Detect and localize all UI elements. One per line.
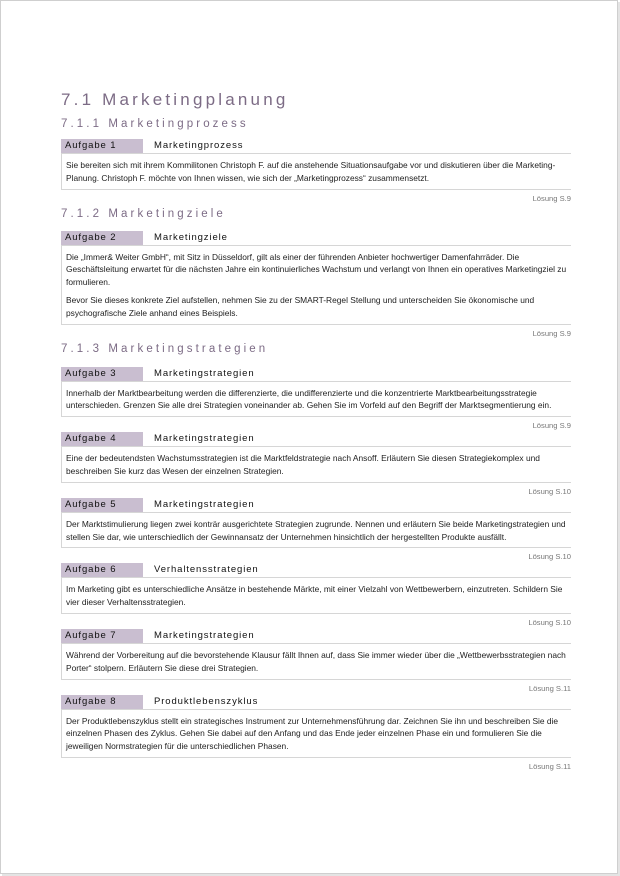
section-heading-marketingstrategien: 7.1.3 Marketingstrategien <box>61 342 269 355</box>
task-header <box>61 695 571 710</box>
chapter-title: 7.1 Marketingplanung <box>61 90 289 109</box>
solution-reference: Lösung S.9 <box>532 421 571 431</box>
task-number: Aufgabe 8 <box>61 695 143 709</box>
task-header <box>61 432 571 447</box>
task-number: Aufgabe 7 <box>61 629 143 643</box>
task-block <box>61 563 571 629</box>
task-title: Verhaltensstrategien <box>154 564 259 576</box>
task-paragraph: Innerhalb der Marktbearbeitung werden die differenzierte, die undifferenzierte und die konzentrierte Marktbearbeitungsstrategie unterschieden. Grenzen Sie alle drei Strategien voneinander ab. Gehen Sie im Vorfeld auf den Begriff der Marktsegmentierung ein. <box>66 387 552 411</box>
task-paragraph: Im Marketing gibt es unterschiedliche Ansätze in bestehende Märkte, mit einer Vielzahl von Wettbewerbern, einzutreten. Schildern Sie vier dieser Verhaltensstrategien. <box>66 584 563 608</box>
task-block <box>61 139 571 205</box>
task-title: Marketingstrategien <box>154 629 255 641</box>
task-number: Aufgabe 1 <box>61 139 143 153</box>
task-block <box>61 367 571 433</box>
task-paragraph: Eine der bedeutendsten Wachstumsstrategien ist die Marktfeldstrategie nach Ansoff. Erläutern Sie diesen Strategiekomplex und beschreiben Sie kurz das Wesen der einzelnen Strategien. <box>66 453 540 476</box>
task-block <box>61 695 571 773</box>
task-body <box>61 382 571 418</box>
solution-reference: Lösung S.11 <box>528 683 571 693</box>
task-paragraph: Der Produktlebenszyklus stellt ein strategisches Instrument zur Unternehmensführung dar. Zeichnen Sie ihn und beschreiben Sie die einzelnen Phasen des Zyklus. Gehen Sie dabei auf den Anfang und das Ende jeder einzelnen Phase ein und formulieren Sie die jeweiligen Normstrategien für die unterschiedlichen Phasen. <box>66 715 559 752</box>
task-header <box>61 498 571 513</box>
task-paragraph: Während der Vorbereitung auf die bevorstehende Klausur fällt Ihnen auf, dass Sie immer wieder über die „Wettbewerbsstrategien nach Porter“ stolpern. Erläutern Sie diese drei Strategien. <box>66 649 566 673</box>
task-body <box>61 513 571 549</box>
task-header <box>61 563 571 578</box>
solution-reference: Lösung S.9 <box>532 328 571 338</box>
task-body <box>61 154 571 190</box>
solution-reference: Lösung S.10 <box>528 552 571 562</box>
task-number: Aufgabe 6 <box>61 563 143 577</box>
solution-reference: Lösung S.9 <box>532 193 571 203</box>
task-paragraph: Die „Immer& Weiter GmbH“, mit Sitz in Düsseldorf, gilt als einer der führenden Anbieter hochwertiger Damenfahrräder. Die Geschäftsleitung erwartet für die nächsten Jahre ein kontinuierliches Wachstum und verlangt von Ihnen ein operatives Marketingziel zu formulieren. <box>66 251 567 288</box>
task-body <box>61 644 571 680</box>
task-header <box>61 629 571 644</box>
task-title: Marketingstrategien <box>154 367 255 379</box>
task-title: Marketingprozess <box>154 140 244 151</box>
solution-reference: Lösung S.11 <box>528 761 571 771</box>
task-block <box>61 629 571 695</box>
task-paragraph: Der Marktstimulierung liegen zwei konträr ausgerichtete Strategien zugrunde. Nennen und erläutern Sie beide Marketingstrategien und stellen Sie dar, wie unterschiedlich der Gewinnansatz der Unternehmen hinsichtlich der hergestellten Produkte ausfällt. <box>66 518 566 542</box>
task-number: Aufgabe 3 <box>61 367 143 381</box>
task-title: Marketingziele <box>154 231 228 243</box>
solution-reference: Lösung S.10 <box>528 486 571 496</box>
task-body <box>61 447 571 483</box>
section-heading-marketingprozess: 7.1.1 Marketingprozess <box>61 118 249 130</box>
task-header <box>61 231 571 246</box>
task-header <box>61 139 571 154</box>
task-paragraph: Sie bereiten sich mit ihrem Kommilitonen Christoph F. auf die anstehende Situationsaufgabe vor und diskutieren über die Marketing-Planung. Christoph F. möchte von Ihnen wissen, wie sich der „Marketingprozess“ zusammensetzt. <box>66 160 556 183</box>
task-paragraph: Bevor Sie dieses konkrete Ziel aufstellen, nehmen Sie zu der SMART-Regel Stellung und unterscheiden Sie ökonomische und psychografische Ziele anhand eines Beispiels. <box>66 294 535 318</box>
task-title: Marketingstrategien <box>154 498 255 510</box>
task-number: Aufgabe 4 <box>61 432 143 446</box>
task-block <box>61 231 571 340</box>
task-number: Aufgabe 5 <box>61 498 143 512</box>
section-heading-marketingziele: 7.1.2 Marketingziele <box>61 207 226 220</box>
task-body <box>61 710 571 758</box>
task-block <box>61 498 571 564</box>
solution-reference: Lösung S.10 <box>528 617 571 627</box>
task-body <box>61 578 571 614</box>
task-body <box>61 246 571 325</box>
page-content <box>61 88 571 773</box>
task-block <box>61 432 571 498</box>
task-header <box>61 367 571 382</box>
task-title: Marketingstrategien <box>154 433 255 445</box>
task-number: Aufgabe 2 <box>61 231 143 245</box>
task-title: Produktlebenszyklus <box>154 695 259 707</box>
